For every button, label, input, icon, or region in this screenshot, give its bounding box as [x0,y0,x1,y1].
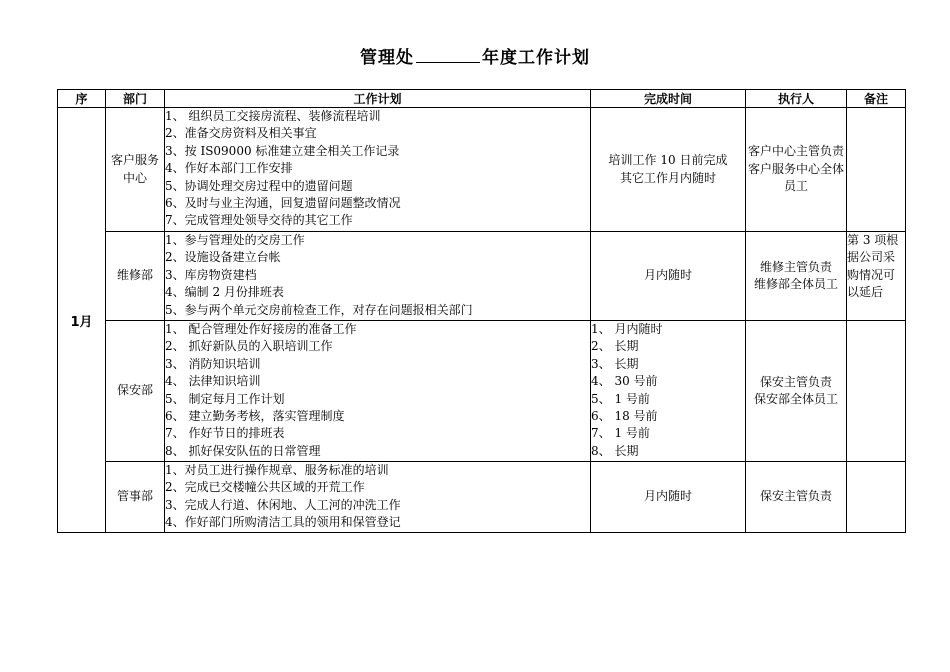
plan-item: 3、 消防知识培训 [165,356,261,371]
title-suffix: 年度工作计划 [482,48,590,68]
header-seq: 序 [58,90,106,108]
plan-cell [165,462,591,533]
header-note: 备注 [847,90,906,108]
table-row [58,462,906,533]
work-plan-table [57,89,906,533]
header-row [58,90,906,108]
title-blank-line [416,46,480,63]
table-row [58,232,906,321]
plan-item: 2、准备交房资料及相关事宜 [165,126,317,141]
plan-item: 7、完成管理处领导交待的其它工作 [165,213,353,228]
plan-item: 7、 作好节日的排班表 [165,426,285,441]
header-plan: 工作计划 [165,90,591,108]
header-executor: 执行人 [746,90,847,108]
plan-item: 4、编制 2 月份排班表 [165,285,284,300]
plan-item: 4、 法律知识培训 [165,374,261,389]
note-cell [847,108,906,232]
plan-item: 2、完成已交楼幢公共区域的开荒工作 [165,480,365,495]
dept-cell: 维修部 [106,232,165,321]
plan-item: 4、作好部门所购清洁工具的领用和保管登记 [165,515,401,530]
time-cell: 月内随时 [591,232,746,321]
page-title [0,43,950,68]
time-item: 1、 月内随时 [591,322,663,336]
plan-item: 1、参与管理处的交房工作 [165,233,305,247]
note-cell [847,462,906,533]
plan-item: 5、协调处理交房过程中的遗留问题 [165,178,353,193]
plan-item: 1、对员工进行操作规章、服务标准的培训 [165,463,389,477]
time-item: 2、 长期 [591,339,639,354]
plan-item: 3、完成人行道、休闲地、人工河的冲洗工作 [165,497,401,512]
executor-cell: 客户中心主管负责 客户服务中心全体员工 [746,108,847,232]
plan-cell [165,232,591,321]
title-prefix: 管理处 [360,48,414,68]
time-cell [591,321,746,462]
plan-item: 1、 组织员工交接房流程、装修流程培训 [165,109,381,123]
header-dept: 部门 [106,90,165,108]
plan-cell [165,321,591,462]
plan-item: 2、 抓好新队员的入职培训工作 [165,339,333,354]
plan-item: 2、设施设备建立台帐 [165,250,281,265]
month-cell: 1月 [58,108,106,533]
plan-item: 8、 抓好保安队伍的日常管理 [165,443,321,458]
header-time: 完成时间 [591,90,746,108]
plan-item: 4、作好本部门工作安排 [165,161,293,176]
table-row [58,321,906,462]
time-cell: 月内随时 [591,462,746,533]
plan-cell [165,108,591,232]
plan-item: 5、参与两个单元交房前检查工作，对存在问题报相关部门 [165,302,473,317]
time-item: 6、 18 号前 [591,409,658,424]
dept-cell: 客户服务中心 [106,108,165,232]
time-item: 4、 30 号前 [591,374,658,389]
time-item: 7、 1 号前 [591,426,650,441]
plan-item: 5、 制定每月工作计划 [165,391,285,406]
executor-cell: 保安主管负责 [746,462,847,533]
table-row [58,108,906,232]
time-item: 8、 长期 [591,443,639,458]
executor-cell: 维修主管负责 维修部全体员工 [746,232,847,321]
time-item: 5、 1 号前 [591,391,650,406]
plan-item: 3、按 IS09000 标准建立建全相关工作记录 [165,143,400,158]
plan-item: 6、 建立勤务考核，落实管理制度 [165,409,345,424]
executor-cell: 保安主管负责 保安部全体员工 [746,321,847,462]
plan-item: 1、 配合管理处作好接房的准备工作 [165,322,357,336]
dept-cell: 管事部 [106,462,165,533]
time-item: 3、 长期 [591,356,639,371]
dept-cell: 保安部 [106,321,165,462]
plan-item: 3、库房物资建档 [165,267,257,282]
plan-item: 6、及时与业主沟通，回复遗留问题整改情况 [165,196,401,211]
note-cell: 第 3 项根据公司采购情况可以延后 [847,232,906,321]
time-cell: 培训工作 10 日前完成 其它工作月内随时 [591,108,746,232]
note-cell [847,321,906,462]
